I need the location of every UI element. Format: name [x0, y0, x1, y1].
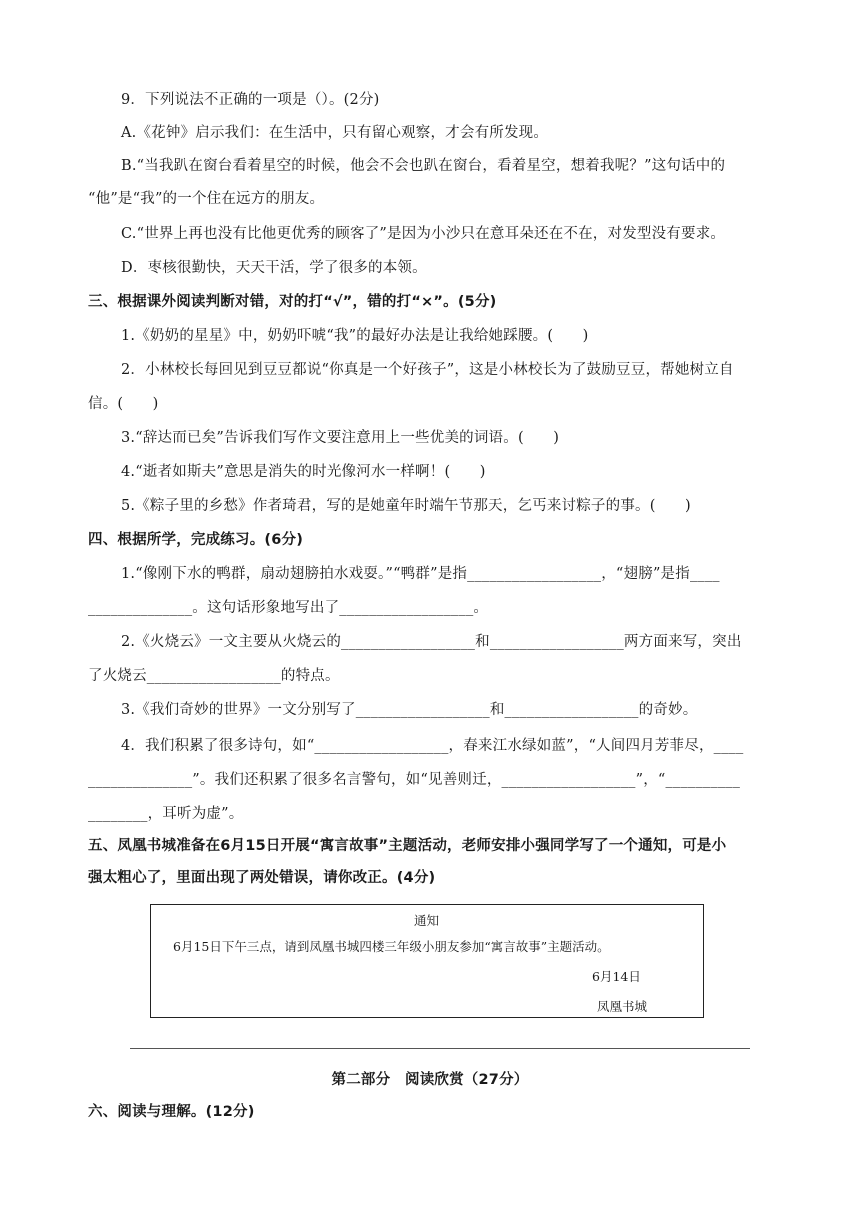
q9-option-a: A.《花钟》启示我们：在生活中，只有留心观察，才会有所发现。 [121, 125, 549, 141]
sec4-item-3: 3.《我们奇妙的世界》一文分别写了__________________和__________________的奇妙。 [121, 702, 698, 718]
notice-date: 6月14日 [592, 969, 641, 984]
section-6-title: 六、阅读与理解。(12分) [88, 1104, 255, 1120]
notice-box [150, 904, 704, 1018]
section-3-title: 三、根据课外阅读判断对错，对的打“√”，错的打“×”。(5分) [88, 294, 497, 310]
notice-heading: 通知 [413, 913, 439, 928]
sec3-item-5: 5.《粽子里的乡愁》作者琦君，写的是她童年时端午节那天，乞丐来讨粽子的事。( ) [121, 498, 691, 514]
sec4-item-4-line1: 4．我们积累了很多诗句，如“__________________，春来江水绿如蓝”，“人间四月芳菲尽，____ [121, 738, 744, 754]
sec3-item-2-line2: 信。( ) [88, 396, 159, 412]
notice-body: 6月15日下午三点，请到凤凰书城四楼三年级小朋友参加“寓言故事”主题活动。 [173, 939, 610, 954]
q9-stem: 9．下列说法不正确的一项是（）。(2分) [121, 92, 380, 108]
section-divider [130, 1048, 750, 1049]
q9-option-d: D．枣核很勤快，天天干活，学了很多的本领。 [121, 260, 427, 276]
section-5-title-line1: 五、凤凰书城准备在6月15日开展“寓言故事”主题活动，老师安排小强同学写了一个通知，可是小 [88, 838, 727, 854]
sec4-item-2-line2: 了火烧云__________________的特点。 [88, 668, 340, 684]
sec4-item-2-line1: 2.《火烧云》一文主要从火烧云的__________________和__________________两方面来写，突出 [121, 634, 742, 650]
sec3-item-4: 4.“逝者如斯夫”意思是消失的时光像河水一样啊！( ) [121, 464, 486, 480]
q9-option-b-line2: “他”是“我”的一个住在远方的朋友。 [88, 191, 325, 207]
sec3-item-2-line1: 2．小林校长每回见到豆豆都说“你真是一个好孩子”，这是小林校长为了鼓励豆豆，帮她树立自 [121, 362, 734, 378]
section-5-title-line2: 强太粗心了，里面出现了两处错误，请你改正。(4分) [88, 870, 436, 886]
sec3-item-3: 3.“辞达而已矣”告诉我们写作文要注意用上一些优美的词语。( ) [121, 430, 560, 446]
sec4-item-1-line2: ______________。这句话形象地写出了__________________。 [88, 600, 489, 616]
section-4-title: 四、根据所学，完成练习。(6分) [88, 532, 304, 548]
sec4-item-4-line3: ________，耳听为虚”。 [88, 806, 244, 822]
sec3-item-1: 1.《奶奶的星星》中，奶奶吓唬“我”的最好办法是让我给她踩腰。( ) [121, 328, 589, 344]
sec4-item-1-line1: 1.“像刚下水的鸭群，扇动翅膀拍水戏耍。”“鸭群”是指__________________，“翅膀”是指____ [121, 566, 720, 582]
part-2-title: 第二部分 阅读欣赏（27分） [331, 1072, 529, 1088]
notice-signer: 凤凰书城 [597, 999, 648, 1014]
q9-option-b-line1: B.“当我趴在窗台看着星空的时候，他会不会也趴在窗台，看着星空，想着我呢？”这句话中的 [121, 158, 726, 174]
q9-option-c: C.“世界上再也没有比他更优秀的顾客了”是因为小沙只在意耳朵还在不在，对发型没有要求。 [121, 226, 726, 242]
sec4-item-4-line2: ______________”。我们还积累了很多名言警句，如“见善则迁，__________________”，“__________ [88, 772, 741, 788]
